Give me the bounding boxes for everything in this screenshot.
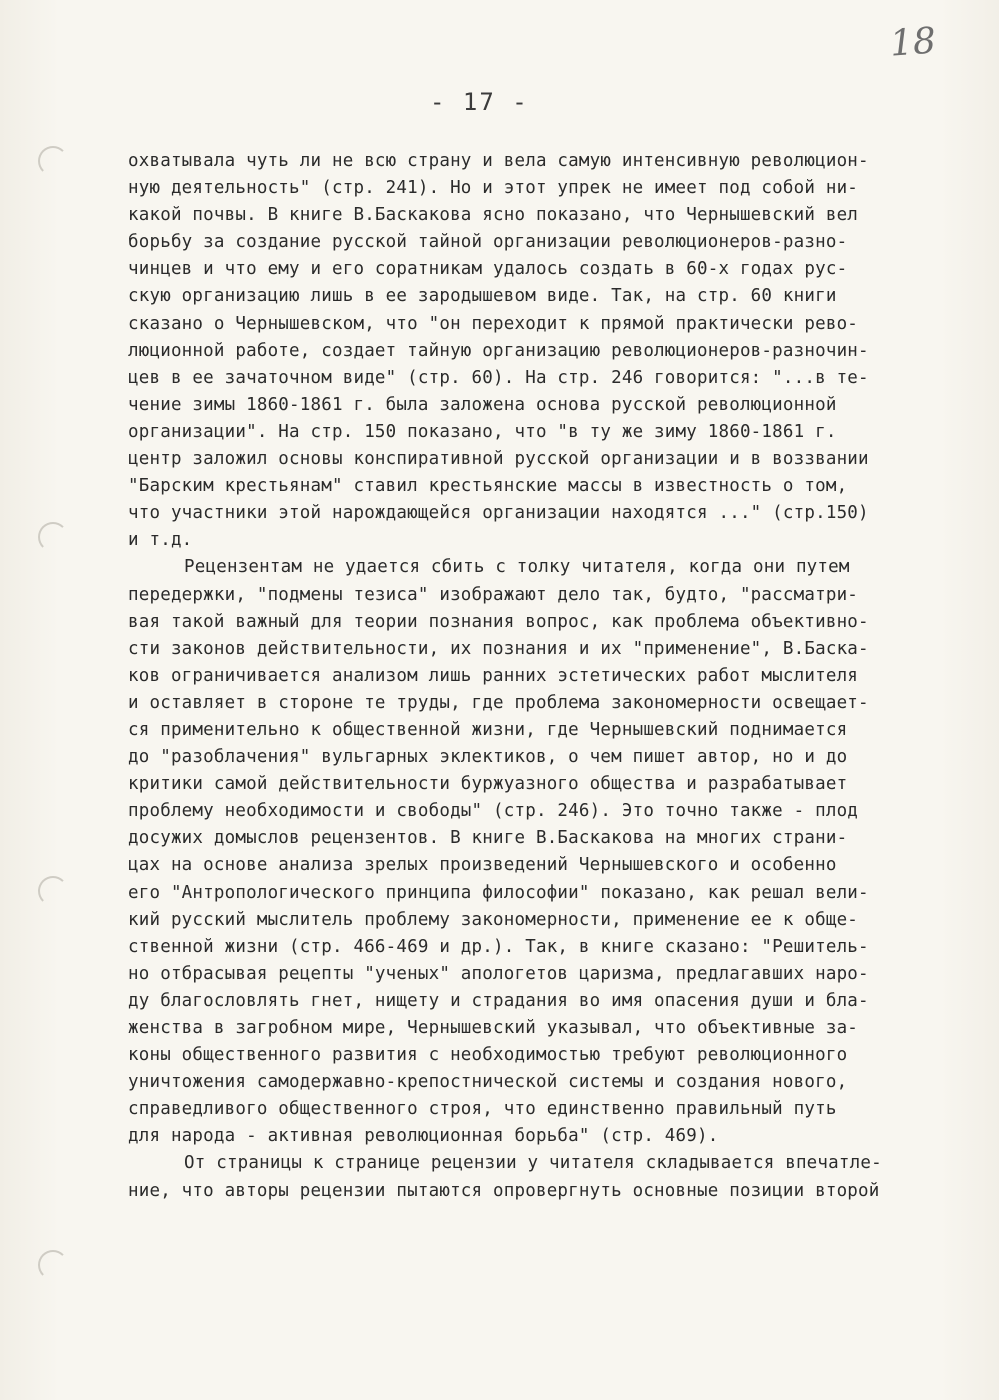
- text-line: для народа - активная революционная борьба" (стр. 469).: [128, 1126, 719, 1147]
- text-line: сти законов действительности, их познания и их "применение", В.Баска-: [128, 638, 869, 659]
- text-line: люционной работе, создает тайную организацию революционеров-разночин-: [128, 340, 869, 361]
- text-line: проблему необходимости и свободы" (стр. 246). Это точно также - плод: [128, 801, 859, 822]
- text-line: справедливого общественного строя, что единственно правильный путь: [128, 1099, 837, 1120]
- text-line: коны общественного развития с необходимостью требуют революционного: [128, 1045, 848, 1066]
- text-line: женства в загробном мире, Чернышевский указывал, что объективные за-: [128, 1018, 859, 1038]
- text-line: ков ограничивается анализом лишь ранних эстетических работ мыслителя: [128, 665, 859, 686]
- paragraph: [128, 1150, 963, 1204]
- text-line: и оставляет в стороне те труды, где проблема закономерности освещает-: [128, 692, 869, 713]
- text-line: вая такой важный для теории познания вопрос, как проблема объективно-: [128, 611, 869, 632]
- text-line: цах на основе анализа зрелых произведений Чернышевского и особенно: [128, 855, 837, 876]
- text-line: ственной жизни (стр. 466-469 и др.). Так, в книге сказано: "Решитель-: [128, 936, 869, 957]
- text-line: чение зимы 1860-1861 г. была заложена основа русской революционной: [128, 394, 837, 415]
- text-line: цев в ее зачаточном виде" (стр. 60). На стр. 246 говорится: "...в те-: [128, 367, 869, 388]
- text-line: От страницы к странице рецензии у читателя складывается впечатле-: [184, 1153, 882, 1174]
- text-line: до "разоблачения" вульгарных эклектиков, о чем пишет автор, но и до: [128, 747, 848, 768]
- text-line: Рецензентам не удается сбить с толку читателя, когда они путем: [184, 557, 850, 578]
- text-line: что участники этой нарождающейся организации находятся ..." (стр.150): [128, 503, 869, 524]
- punch-hole: [38, 1250, 68, 1280]
- text-line: центр заложил основы конспиративной русской организации и в воззвании: [128, 449, 869, 470]
- text-line: досужих домыслов рецензентов. В книге В.Баскакова на многих страни-: [128, 828, 848, 849]
- punch-hole: [38, 876, 68, 906]
- text-line: уничтожения самодержавно-крепостнической системы и создания нового,: [128, 1072, 848, 1093]
- text-line: охватывала чуть ли не всю страну и вела самую интенсивную революцион-: [128, 151, 869, 171]
- text-line: ся применительно к общественной жизни, где Чернышевский поднимается: [128, 719, 848, 740]
- text-line: ную деятельность" (стр. 241). Но и этот упрек не имеет под собой ни-: [128, 178, 859, 199]
- text-line: скую организацию лишь в ее зародышевом виде. Так, на стр. 60 книги: [128, 286, 837, 307]
- body-text: [128, 148, 963, 1205]
- text-line: передержки, "подмены тезиса" изображают дело так, будто, "рассматри-: [128, 584, 859, 605]
- text-line: какой почвы. В книге В.Баскакова ясно показано, что Чернышевский вел: [128, 205, 859, 226]
- punch-hole: [38, 522, 68, 552]
- text-line: "Барским крестьянам" ставил крестьянские массы в известность о том,: [128, 476, 848, 497]
- text-line: борьбу за создание русской тайной организации революционеров-разно-: [128, 232, 848, 253]
- text-line: его "Антропологического принципа философии" показано, как решал вели-: [128, 882, 869, 903]
- paragraph: [128, 554, 963, 1150]
- text-line: ду благословлять гнет, нищету и страдания во имя опасения души и бла-: [128, 990, 869, 1011]
- text-line: критики самой действительности буржуазного общества и разрабатывает: [128, 774, 848, 795]
- text-line: сказано о Чернышевском, что "он переходит к прямой практически рево-: [128, 313, 859, 334]
- text-line: и т.д.: [128, 530, 193, 551]
- text-line: организации". На стр. 150 показано, что "в ту же зиму 1860-1861 г.: [128, 421, 837, 442]
- archive-page-number: 18: [888, 20, 938, 65]
- page-number: - 17 -: [430, 88, 529, 116]
- paragraph: [128, 148, 963, 554]
- text-line: кий русский мыслитель проблему закономерности, применение ее к обще-: [128, 909, 859, 930]
- text-line: ние, что авторы рецензии пытаются опровергнуть основные позиции второй: [128, 1180, 880, 1201]
- text-line: чинцев и что ему и его соратникам удалось создать в 60-х годах рус-: [128, 259, 848, 280]
- punch-hole: [38, 146, 68, 176]
- text-line: но отбрасывая рецепты "ученых" апологетов царизма, предлагавших наро-: [128, 963, 869, 984]
